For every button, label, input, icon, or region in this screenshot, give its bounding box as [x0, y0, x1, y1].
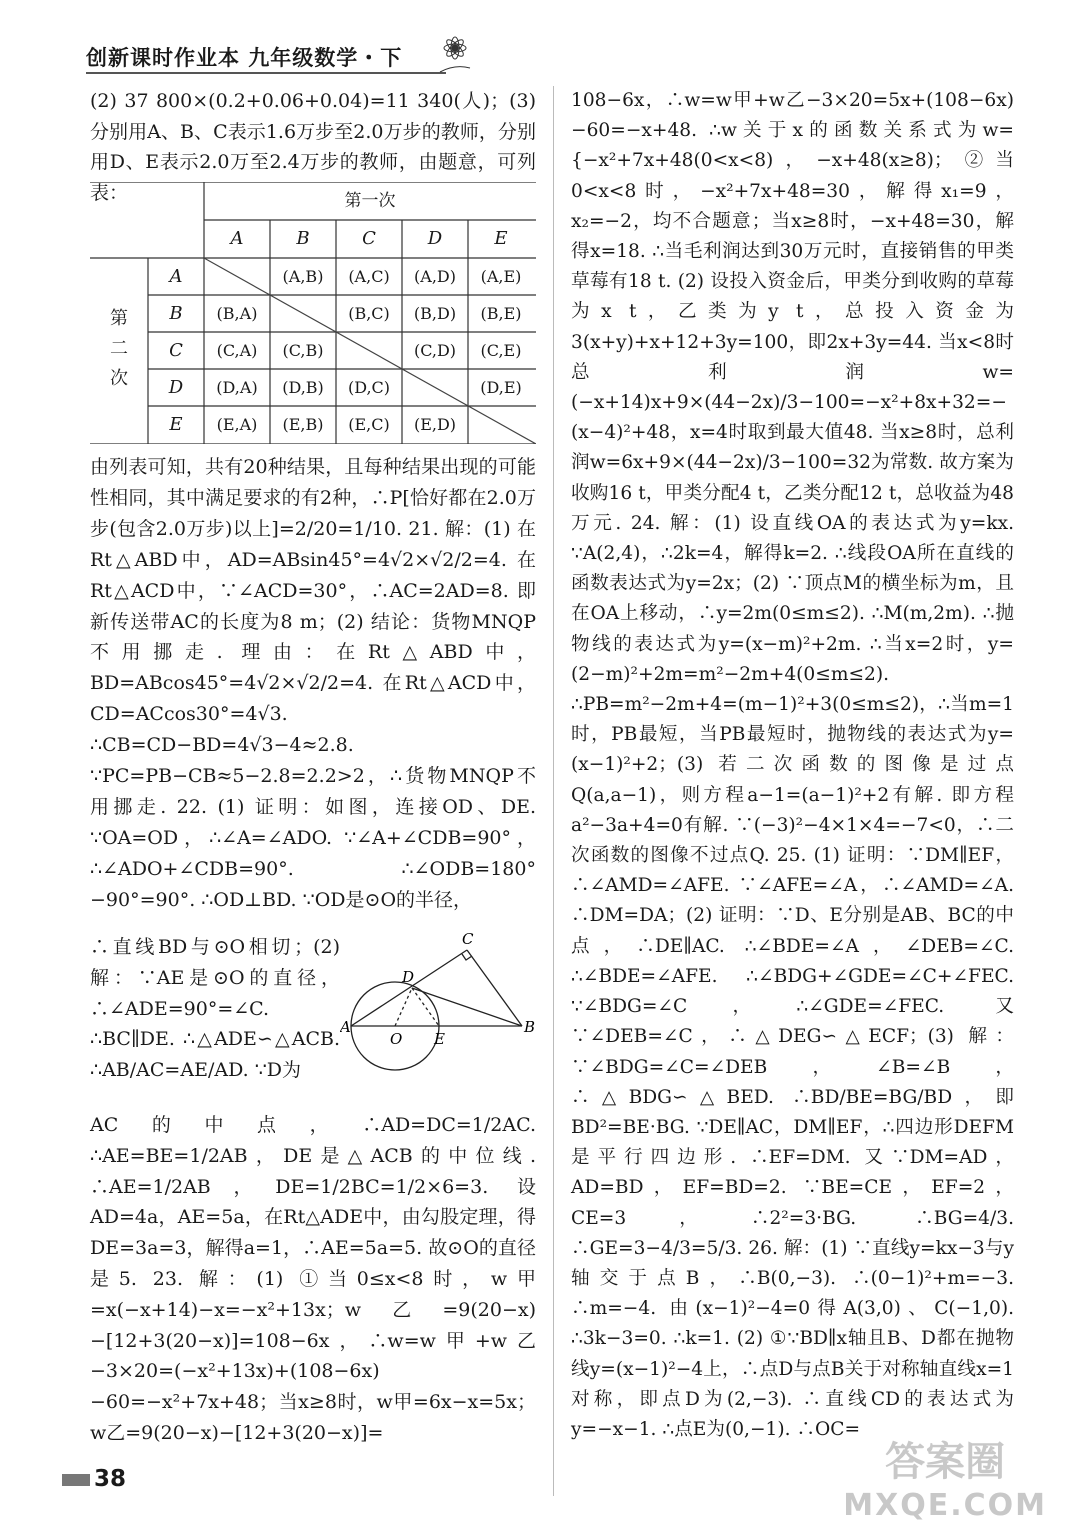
- label-b: B: [524, 1018, 536, 1036]
- label-e: E: [434, 1030, 445, 1048]
- row-label: E: [169, 414, 183, 435]
- page-number-value: 38: [94, 1466, 127, 1492]
- outcome-table: [90, 182, 536, 444]
- row-label: D: [168, 377, 184, 398]
- table-cell: (A,C): [348, 267, 390, 286]
- col-header-c: C: [362, 228, 376, 249]
- table-first-label: 第一次: [344, 191, 396, 211]
- table-cell: (E,B): [282, 415, 324, 434]
- table-cell: (B,D): [413, 304, 457, 323]
- watermark-logo: [843, 1440, 1047, 1528]
- label-a: A: [340, 1018, 351, 1036]
- intro-text: (2) 37 800×(0.2+0.06+0.04)=11 340(人)；(3) 分别用A、B、C表示1.6万步至2.0万步的教师，分别用D、E表示2.0万至2.4万步的教师，由题意，可列表：: [90, 90, 536, 204]
- table-cell: (C,E): [480, 341, 522, 360]
- table-cell: (A,B): [282, 267, 324, 286]
- table-cell: (E,C): [348, 415, 390, 434]
- table-cell: (B,C): [348, 304, 390, 323]
- beside-figure-text: ∴直线BD与⊙O相切；(2) 解：∵AE是⊙O的直径，∴∠ADE=90°=∠C. ∴BC∥DE. ∴△ADE∽△ACB. ∴AB/AC=AE/AD. ∵D为: [90, 936, 340, 1082]
- right-column: [571, 86, 1014, 1445]
- table-row: [148, 258, 536, 295]
- left-column-after-figure: [90, 1110, 536, 1449]
- flower-icon: [430, 34, 480, 78]
- label-o: O: [390, 1030, 403, 1048]
- col-header-e: E: [494, 228, 508, 249]
- header-title: 创新课时作业本 九年级数学・下: [86, 46, 403, 70]
- circle-tangent-figure: [340, 930, 536, 1080]
- table-cell: (D,E): [480, 378, 522, 397]
- table-row: [148, 369, 536, 406]
- page-number: [62, 1466, 126, 1492]
- watermark-url: MXQE.COM: [843, 1488, 1047, 1523]
- table-cell: (D,C): [347, 378, 391, 397]
- after-figure-text: AC的中点，∴AD=DC=1/2AC. ∴AE=BE=1/2AB，DE是△ACB的中位线. ∴AE=1/2AB，DE=1/2BC=1/2×6=3. 设AD=4a，AE=5a，在Rt△ADE中，由勾股定理，得DE=3a=3，解得a=1，∴AE=5a=5. 故⊙O的直径是5. 23. 解：(1) ①当0≤x<8时，w甲=x(−x+14)−x=−x²+13x；w乙=9(20−x)−[12+3(20−x)]=108−6x，∴w=w甲+w乙−3×20=(−x²+13x)+(108−6x)−60=−x²+7x+48；当x≥8时，w甲=6x−x=5x；w乙=9(20−x)−[12+3(20−x)]=: [90, 1114, 536, 1444]
- table-row: [148, 332, 536, 369]
- left-column-beside-figure: [90, 932, 340, 1086]
- table-cell: (C,A): [216, 341, 258, 360]
- table-cell: (D,B): [282, 378, 324, 397]
- table-row: [148, 406, 536, 443]
- page-arrow-icon: [62, 1474, 90, 1486]
- table-cell: (C,B): [282, 341, 324, 360]
- table-cell: (B,A): [216, 304, 258, 323]
- right-column-text: 108−6x，∴w=w甲+w乙−3×20=5x+(108−6x)−60=−x+48. ∴w关于x的函数关系式为w={−x²+7x+48(0<x<8)，−x+48(x≥8)；②当0<x<8时，−x²+7x+48=30，解得x₁=9，x₂=−2，均不合题意；当x≥8时，−x+48=30，解得x=18. ∴当毛利润达到30万元时，直接销售的甲类草莓有18 t. (2) 设投入资金后，甲类分到收购的草莓为x t，乙类为y t，总投入资金为3(x+y)+x+12+3y=100，即2x+3y=44. 当x<8时总利润w=(−x+14)x+9×(44−2x)/3−100=−x²+8x+32=−(x−4)²+48，x=4时取到最大值48. 当x≥8时，总利润w=6x+9×(44−2x)/3−100=32为常数. 故方案为收购16 t，甲类分配4 t，乙类分配12 t，总收益为48万元. 24. 解：(1) 设直线OA的表达式为y=kx. ∵A(2,4)，∴2k=4，解得k=2. ∴线段OA所在直线的函数表达式为y=2x；(2) ∵顶点M的横坐标为m，且在OA上移动，∴y=2m(0≤m≤2). ∴M(m,2m). ∴抛物线的表达式为y=(x−m)²+2m. ∴当x=2时，y=(2−m)²+2m=m²−2m+4(0≤m≤2). ∴PB=m²−2m+4=(m−1)²+3(0≤m≤2)，∴当m=1时，PB最短，当PB最短时，抛物线的表达式为y=(x−1)²+2；(3) 若二次函数的图像是过点Q(a,a−1)，则方程a−1=(a−1)²+2有解. 即方程a²−3a+4=0有解. ∵(−3)²−4×1×4=−7<0，∴二次函数的图像不过点Q. 25. (1) 证明：∵DM∥EF，∴∠AMD=∠AFE. ∵∠AFE=∠A，∴∠AMD=∠A. ∴DM=DA；(2) 证明：∵D、E分别是AB、BC的中点，∴DE∥AC. ∴∠BDE=∠A，∠DEB=∠C. ∴∠BDE=∠AFE. ∴∠BDG+∠GDE=∠C+∠FEC. ∵∠BDG=∠C，∴∠GDE=∠FEC. 又∵∠DEB=∠C，∴△DEG∽△ECF；(3) 解：∵∠BDG=∠C=∠DEB，∠B=∠B，∴△BDG∽△BED. ∴BD/BE=BG/BD，即BD²=BE·BG. ∵DE∥AC，DM∥EF，∴四边形DEFM是平行四边形. ∴EF=DM. 又∵DM=AD，AD=BD，EF=BD=2. ∵BE=CE，EF=2，CE=3，∴2²=3·BG. ∴BG=4/3. ∴GE=3−4/3=5/3. 26. 解：(1) ∵直线y=kx−3与y轴交于点B，∴B(0,−3). ∴(0−1)²+m=−3. ∴m=−4. 由(x−1)²−4=0得A(3,0)、C(−1,0). ∴3k−3=0. ∴k=1. (2) ①∵BD∥x轴且B、D都在抛物线y=(x−1)²−4上，∴点D与点B关于对称轴直线x=1对称，即点D为(2,−3). ∴直线CD的表达式为y=−x−1. ∴点E为(0,−1). ∴OC=: [571, 90, 1014, 1440]
- row-label: A: [169, 266, 183, 287]
- column-divider: [553, 86, 554, 1496]
- table-body: [148, 258, 536, 444]
- after-table-text: 由列表可知，共有20种结果，且每种结果出现的可能性相同，其中满足要求的有2种，∴P[恰好都在2.0万步(包含2.0万步)以上]=2/20=1/10. 21. 解：(1) 在Rt△ABD中，AD=ABsin45°=4√2×√2/2=4. 在Rt△ACD中，∵∠ACD=30°，∴AC=2AD=8. 即新传送带AC的长度为8 m；(2) 结论：货物MNQP不用挪走. 理由：在Rt△ABD中，BD=ABcos45°=4√2×√2/2=4. 在Rt△ACD中，CD=ACcos30°=4√3. ∴CB=CD−BD=4√3−4≈2.8. ∵PC=PB−CB≈5−2.8=2.2>2，∴货物MNQP不用挪走. 22. (1) 证明：如图，连接OD、DE. ∵OA=OD，∴∠A=∠ADO. ∵∠A+∠CDB=90°，∴∠ADO+∠CDB=90°. ∴∠ODB=180°−90°=90°. ∴OD⊥BD. ∵OD是⊙O的半径，: [90, 456, 536, 911]
- table-cell: (B,E): [480, 304, 522, 323]
- table-row: [148, 295, 536, 332]
- table-cell: (C,D): [413, 341, 457, 360]
- label-d: D: [402, 968, 415, 986]
- table-cell: (D,A): [216, 378, 258, 397]
- table-cell: (E,D): [413, 415, 457, 434]
- left-column-after-table: [90, 452, 536, 916]
- table-cell: (A,D): [414, 267, 456, 286]
- col-header-d: D: [427, 228, 443, 249]
- table-header-row: [204, 220, 536, 258]
- label-c: C: [462, 930, 474, 948]
- table-second-label: 第二次: [110, 308, 128, 389]
- col-header-a: A: [230, 228, 244, 249]
- row-label: B: [169, 303, 183, 324]
- watermark-title: 答案圈: [885, 1439, 1006, 1485]
- col-header-b: B: [296, 228, 310, 249]
- row-label: C: [169, 340, 183, 361]
- table-cell: (E,A): [216, 415, 258, 434]
- table-cell: (A,E): [480, 267, 522, 286]
- header-rule: [86, 72, 446, 74]
